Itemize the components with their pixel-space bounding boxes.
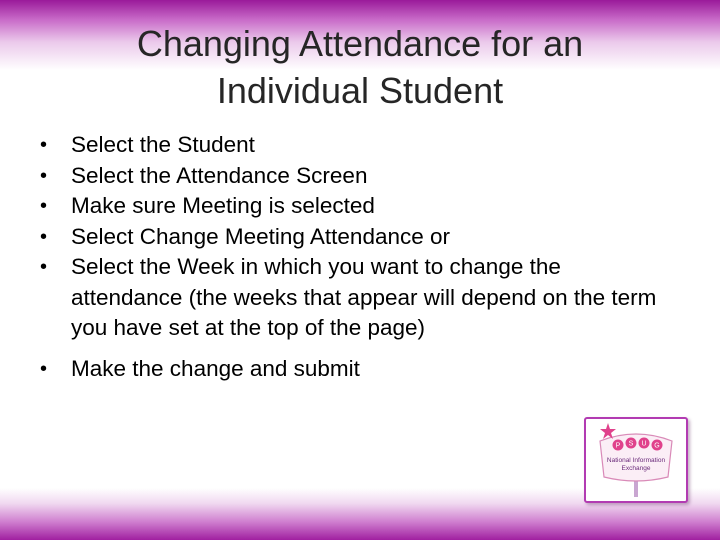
logo-letter: G xyxy=(654,442,660,450)
bullet-text: Select Change Meeting Attendance or xyxy=(71,223,451,249)
bullet-dot: • xyxy=(40,357,48,380)
title-line-2: Individual Student xyxy=(216,70,504,111)
logo-caption-line-1: National Information xyxy=(606,457,666,464)
bullet-list xyxy=(40,130,660,384)
bullet-text: Select the Student xyxy=(71,132,255,157)
bullet-text: Make sure Meeting is selected xyxy=(71,193,375,218)
bullet-dot: • xyxy=(40,225,48,248)
bullet-item xyxy=(40,354,660,385)
bullet-dot: • xyxy=(40,256,48,278)
bullet-text: Select the Attendance Screen xyxy=(71,162,368,188)
bullet-item xyxy=(40,252,660,344)
bullet-dot: • xyxy=(40,164,48,187)
logo-letter: P xyxy=(615,442,621,450)
bullet-item xyxy=(40,222,660,253)
bullet-item xyxy=(40,161,660,192)
logo-letter: S xyxy=(628,440,634,448)
bullet-text: Make the change and submit xyxy=(71,355,360,381)
title-line-1: Changing Attendance for an xyxy=(136,23,584,64)
bullet-dot: • xyxy=(40,134,48,156)
logo-letter: U xyxy=(641,440,647,448)
slide-title xyxy=(60,20,660,114)
bullet-item xyxy=(40,130,660,161)
bullet-dot: • xyxy=(40,195,48,217)
bullet-text: Select the Week in which you want to change the attendance (the weeks that appear will depend on the term you have set at the top of the page) xyxy=(71,254,657,340)
conference-logo xyxy=(584,417,688,503)
bullet-item xyxy=(40,191,660,222)
logo-caption xyxy=(600,457,672,472)
logo-caption-line-2: Exchange xyxy=(621,464,651,472)
